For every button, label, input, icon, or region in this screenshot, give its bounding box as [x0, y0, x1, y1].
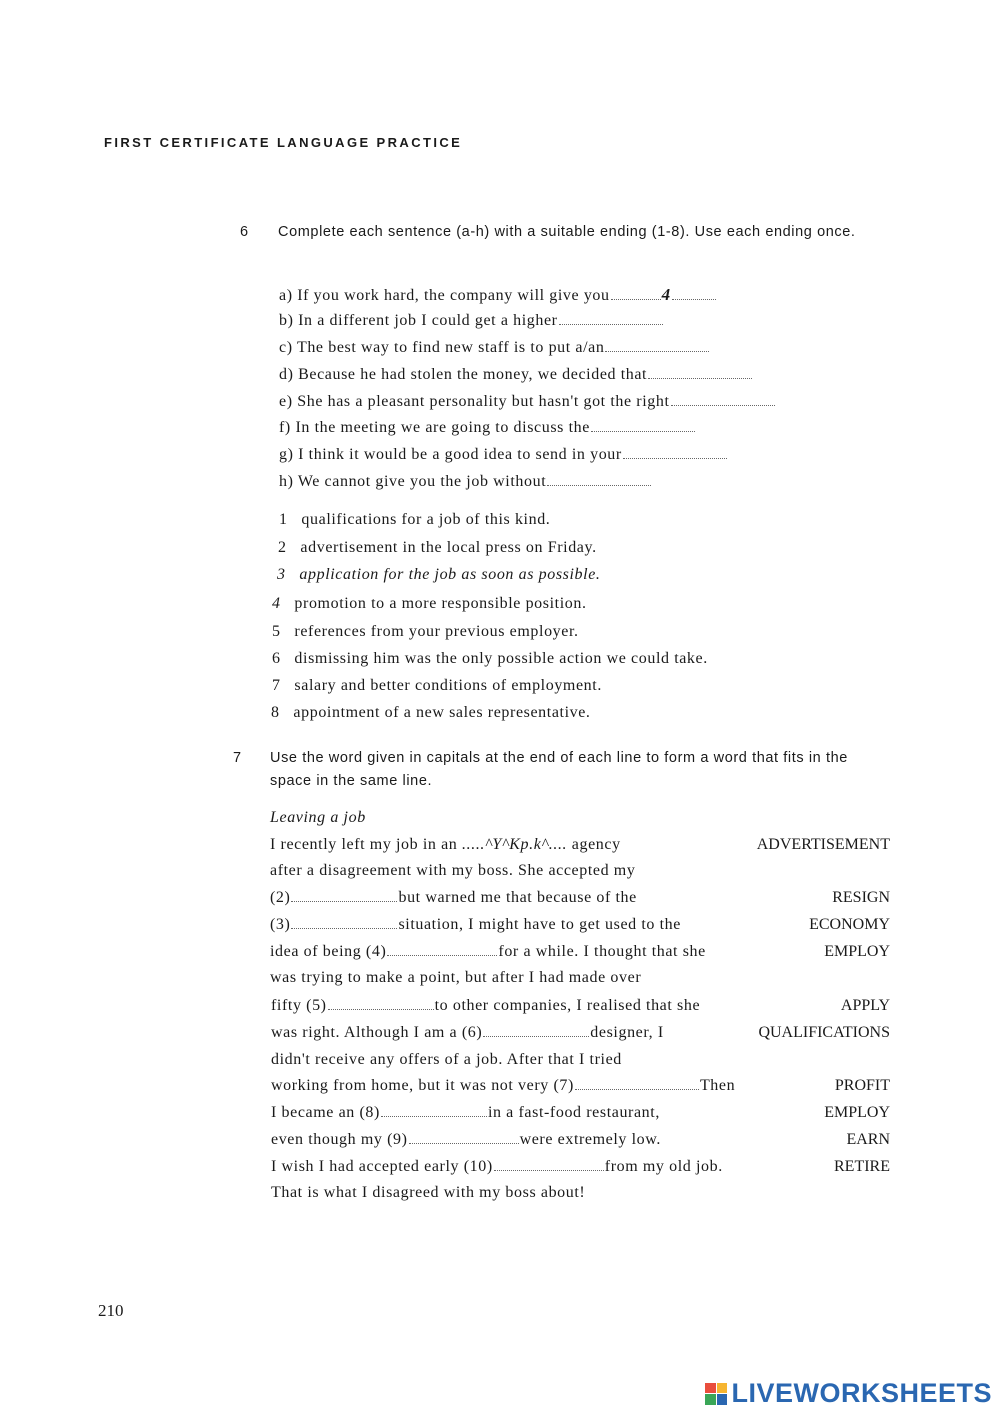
passage-title: Leaving a job: [270, 809, 366, 826]
passage-line-10: working from home, but it was not very (7) Then: [271, 1077, 736, 1094]
exercise-6-instruction: Complete each sentence (a-h) with a suitable ending (1-8). Use each ending once.: [278, 224, 856, 240]
capital-word-10: RETIRE: [834, 1158, 890, 1175]
capital-word-7: PROFIT: [834, 1077, 890, 1094]
passage-line-5: idea of being (4) for a while. I thought that she: [270, 943, 706, 960]
answer-blank[interactable]: [611, 295, 661, 300]
capital-word-2: RESIGN: [832, 889, 890, 906]
answer-blank-4[interactable]: [387, 951, 497, 956]
sentence-c: c) The best way to find new staff is to put a/an: [279, 339, 710, 357]
capital-word-5: APPLY: [840, 997, 890, 1014]
page-number: 210: [98, 1301, 124, 1320]
ending-6: 6 dismissing him was the only possible action we could take.: [272, 650, 708, 667]
answer-blank[interactable]: [605, 347, 709, 352]
sentence-b: b) In a different job I could get a higher: [279, 312, 664, 330]
ending-2: 2 advertisement in the local press on Friday.: [278, 539, 597, 556]
passage-line-6: was trying to make a point, but after I had made over: [270, 969, 642, 986]
answer-blank-2[interactable]: [291, 897, 397, 902]
passage-line-2: after a disagreement with my boss. She accepted my: [270, 862, 636, 879]
capital-word-1: ADVERTISEMENT: [756, 836, 890, 853]
book-header: FIRST CERTIFICATE LANGUAGE PRACTICE: [104, 135, 463, 150]
passage-line-1: I recently left my job in an .....^Y^Kp.k^.... agency: [270, 836, 621, 853]
sentence-f: f) In the meeting we are going to discuss the: [279, 419, 696, 437]
passage-line-9: didn't receive any offers of a job. After that I tried: [271, 1051, 622, 1068]
answer-blank-7[interactable]: [575, 1085, 699, 1090]
passage-line-7: fifty (5) to other companies, I realised that she: [271, 997, 701, 1014]
answer-blank-6[interactable]: [483, 1032, 589, 1037]
liveworksheets-wordmark: LIVEWORKSHEETS: [731, 1378, 992, 1408]
answer-blank[interactable]: [648, 374, 752, 379]
answer-blank-5[interactable]: [328, 1005, 434, 1010]
liveworksheets-mark-icon: [705, 1383, 727, 1405]
ending-3: 3 application for the job as soon as possible.: [277, 566, 601, 583]
capital-word-4: EMPLOY: [824, 943, 890, 960]
sentence-h: h) We cannot give you the job without: [279, 473, 652, 491]
exercise-7-instruction: Use the word given in capitals at the end of each line to form a word that fits in the space in the same line.: [270, 750, 848, 789]
answer-blank[interactable]: [547, 481, 651, 486]
sentence-a: a) If you work hard, the company will give you 4: [279, 285, 717, 305]
answer-blank[interactable]: [591, 427, 695, 432]
passage-line-8: was right. Although I am a (6) designer, I: [271, 1024, 664, 1041]
answer-blank[interactable]: [623, 454, 727, 459]
passage-line-4: (3) situation, I might have to get used to the: [270, 916, 681, 933]
sentence-g: g) I think it would be a good idea to send in your: [279, 446, 728, 464]
ending-8: 8 appointment of a new sales representative.: [271, 704, 591, 721]
sentence-e: e) She has a pleasant personality but hasn't got the right: [279, 393, 776, 411]
answer-1-value[interactable]: .....^Y^Kp.k^....: [462, 836, 568, 853]
passage-line-12: even though my (9) were extremely low.: [271, 1131, 661, 1148]
answer-blank[interactable]: [559, 320, 663, 325]
exercise-6-number: 6: [240, 224, 249, 240]
liveworksheets-logo[interactable]: [705, 1378, 992, 1409]
answer-blank[interactable]: [671, 401, 775, 406]
capital-word-9: EARN: [846, 1131, 890, 1148]
passage-line-14: That is what I disagreed with my boss about!: [271, 1184, 586, 1201]
ending-7: 7 salary and better conditions of employment.: [272, 677, 602, 694]
answer-blank-8[interactable]: [381, 1112, 487, 1117]
answer-value: 4: [661, 285, 672, 304]
answer-blank-10[interactable]: [494, 1166, 604, 1171]
capital-word-6: QUALIFICATIONS: [758, 1024, 890, 1041]
answer-blank-3[interactable]: [291, 924, 397, 929]
ending-4: 4 promotion to a more responsible position.: [272, 595, 587, 612]
exercise-7-number: 7: [233, 750, 242, 766]
ending-5: 5 references from your previous employer.: [272, 623, 579, 640]
answer-blank-9[interactable]: [409, 1139, 519, 1144]
capital-word-8: EMPLOY: [824, 1104, 890, 1121]
capital-word-3: ECONOMY: [809, 916, 890, 933]
answer-blank-tail: [672, 295, 716, 300]
ending-1: 1 qualifications for a job of this kind.: [279, 511, 551, 528]
passage-line-3: (2) but warned me that because of the: [270, 889, 637, 906]
sentence-d: d) Because he had stolen the money, we decided that: [279, 366, 753, 384]
passage-line-13: I wish I had accepted early (10) from my old job.: [271, 1158, 723, 1175]
passage-line-11: I became an (8) in a fast-food restaurant,: [271, 1104, 660, 1121]
